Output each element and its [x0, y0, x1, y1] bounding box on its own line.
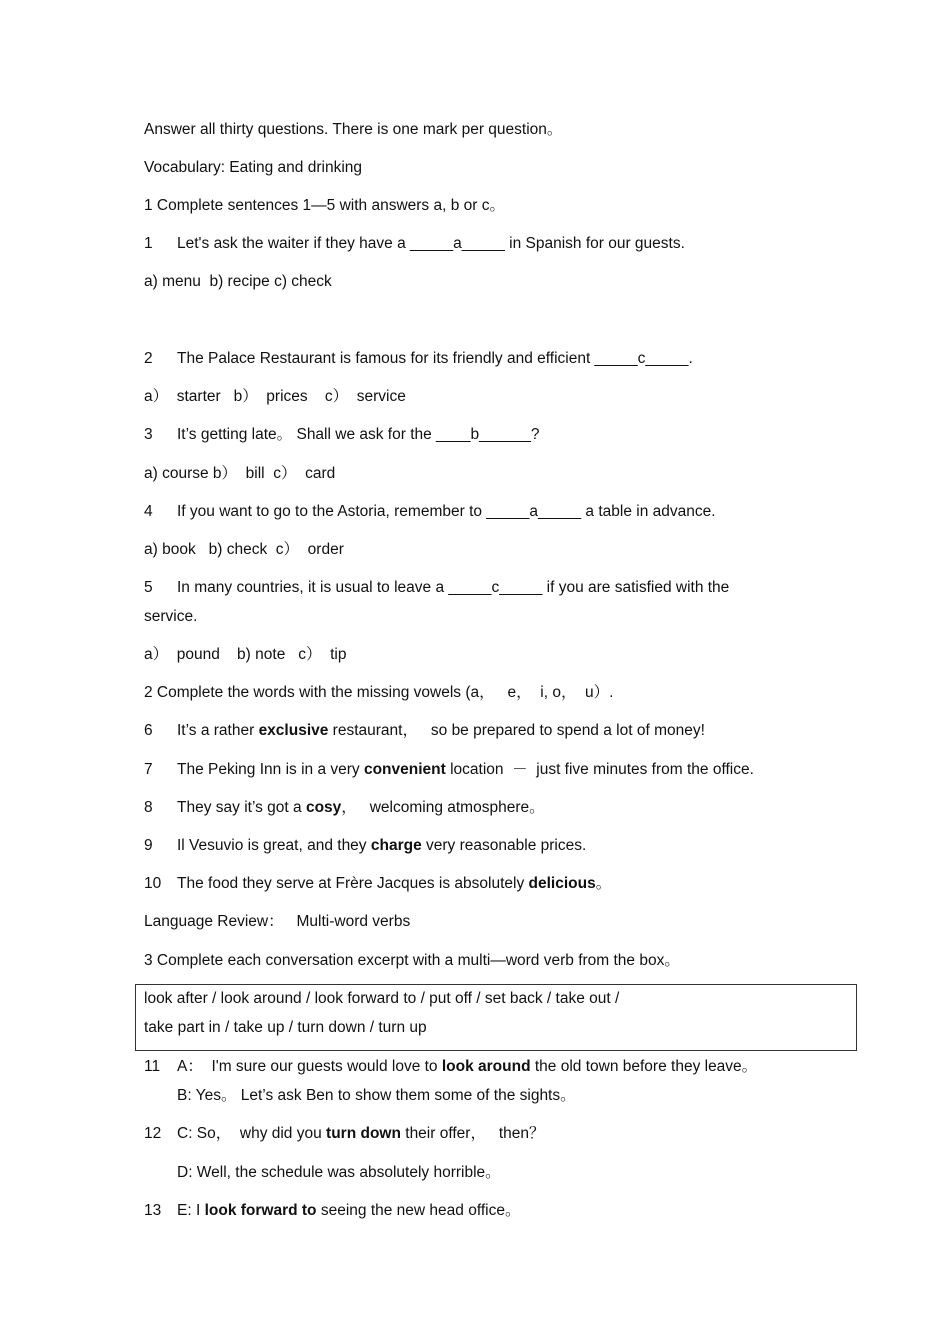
- question-12-reply: D: Well, the schedule was absolutely horrible。: [177, 1164, 501, 1181]
- question-4-options: a) book b) check c） order: [144, 541, 344, 558]
- answer-word: charge: [370, 837, 422, 854]
- answer-word: look around: [441, 1058, 531, 1075]
- question-number: 6: [144, 722, 153, 739]
- question-13: [144, 1201, 520, 1221]
- question-text-end: their offer， then？: [400, 1125, 545, 1142]
- question-text: If you want to go to the Astoria, remember to _____a_____ a table in advance.: [177, 503, 716, 520]
- question-11: [144, 1057, 757, 1077]
- question-5-continued: service.: [144, 608, 198, 625]
- word-box-line-1: look after / look around / look forward to / put off / set back / take out /: [144, 990, 620, 1007]
- question-text: Let's ask the waiter if they have a _____a_____ in Spanish for our guests.: [177, 235, 685, 252]
- section-heading-language-review: Language Review： Multi-word verbs: [144, 913, 411, 930]
- instructions: Answer all thirty questions. There is one mark per question。: [144, 121, 563, 138]
- question-text: It’s getting late。 Shall we ask for the ____b______?: [177, 426, 540, 443]
- question-text: Il Vesuvio is great, and they: [177, 837, 371, 854]
- question-text: The Peking Inn is in a very: [177, 761, 364, 778]
- question-2-options: a） starter b） prices c） service: [144, 388, 406, 405]
- task-3-instruction: 3 Complete each conversation excerpt with a multi—word verb from the box。: [144, 952, 680, 969]
- question-5-options: a） pound b) note c） tip: [144, 646, 347, 663]
- question-number: 13: [144, 1202, 162, 1219]
- question-number: 5: [144, 579, 153, 596]
- question-text-end: 。: [595, 875, 612, 892]
- question-number: 8: [144, 799, 153, 816]
- question-text-end: the old town before they leave。: [530, 1058, 758, 1075]
- question-5: [144, 578, 729, 598]
- section-heading-vocabulary: Vocabulary: Eating and drinking: [144, 159, 363, 176]
- question-text-end: restaurant， so be prepared to spend a lot of money!: [328, 722, 705, 739]
- question-number: 2: [144, 350, 153, 367]
- question-8: [144, 798, 545, 818]
- question-11-reply: B: Yes。 Let’s ask Ben to show them some of the sights。: [177, 1087, 576, 1104]
- answer-word: convenient: [363, 761, 446, 778]
- question-number: 4: [144, 503, 153, 520]
- question-text: E: I: [177, 1202, 205, 1219]
- question-10: [144, 874, 611, 894]
- answer-word: cosy: [305, 799, 342, 816]
- question-number: 12: [144, 1125, 162, 1142]
- question-2: [144, 349, 693, 369]
- question-6: [144, 721, 705, 741]
- question-12: [144, 1124, 545, 1144]
- question-number: 9: [144, 837, 153, 854]
- question-text: They say it’s got a: [177, 799, 306, 816]
- question-1: [144, 234, 685, 254]
- task-1-instruction: 1 Complete sentences 1—5 with answers a, b or c。: [144, 197, 505, 214]
- question-number: 11: [144, 1058, 161, 1075]
- word-box-line-2: take part in / take up / turn down / turn up: [144, 1019, 427, 1036]
- question-text: It’s a rather: [177, 722, 259, 739]
- question-number: 1: [144, 235, 153, 252]
- question-4: [144, 502, 716, 522]
- answer-word: look forward to: [204, 1202, 317, 1219]
- question-9: [144, 836, 586, 856]
- question-text: C: So， why did you: [177, 1125, 327, 1142]
- question-text-end: ， welcoming atmosphere。: [341, 799, 545, 816]
- question-text: The food they serve at Frère Jacques is absolutely: [177, 875, 529, 892]
- question-3: [144, 425, 540, 445]
- question-number: 7: [144, 761, 153, 778]
- question-text: The Palace Restaurant is famous for its friendly and efficient _____c_____.: [177, 350, 693, 367]
- question-text: In many countries, it is usual to leave a _____c_____ if you are satisfied with the: [177, 579, 730, 596]
- question-text: A： I'm sure our guests would love to: [177, 1058, 442, 1075]
- question-3-options: a) course b） bill c） card: [144, 465, 336, 482]
- question-text-end: seeing the new head office。: [316, 1202, 521, 1219]
- question-text-end: very reasonable prices.: [421, 837, 587, 854]
- question-text-end: location － just five minutes from the office.: [445, 761, 754, 778]
- task-2-instruction: 2 Complete the words with the missing vowels (a， e， i, o， u）.: [144, 684, 614, 701]
- answer-word: turn down: [326, 1125, 401, 1142]
- question-1-options: a) menu b) recipe c) check: [144, 273, 332, 290]
- question-number: 10: [144, 875, 162, 892]
- question-number: 3: [144, 426, 153, 443]
- answer-word: exclusive: [258, 722, 329, 739]
- answer-word: delicious: [528, 875, 596, 892]
- question-7: [144, 760, 754, 780]
